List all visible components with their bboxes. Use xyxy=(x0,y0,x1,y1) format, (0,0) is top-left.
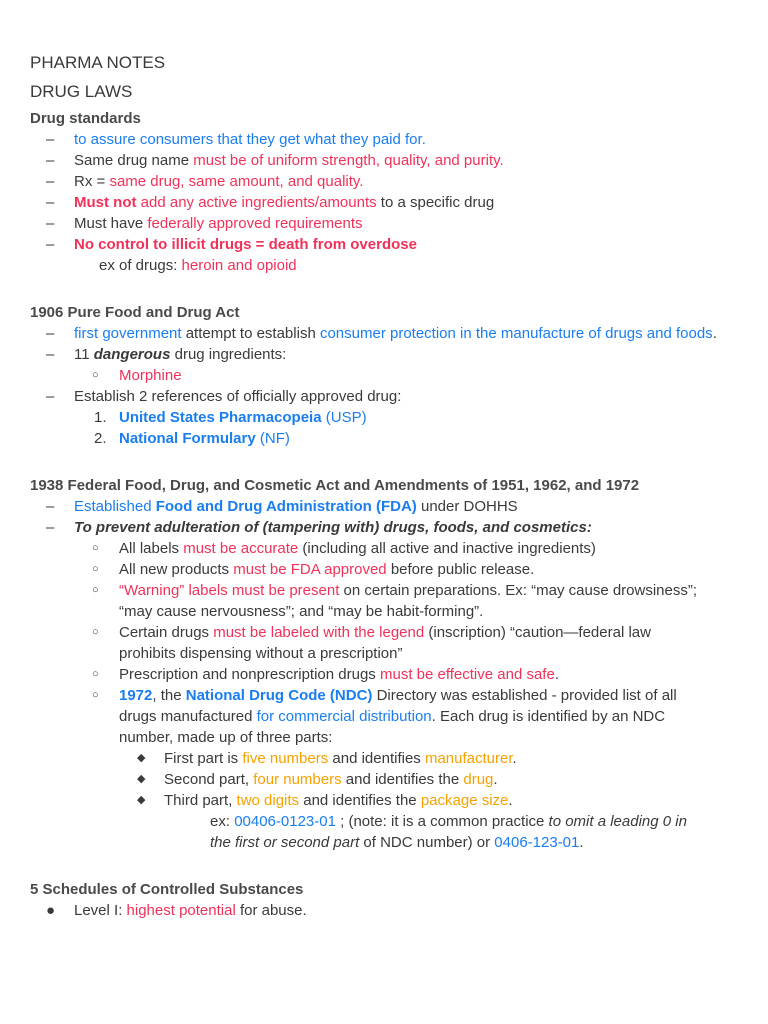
numbered-item xyxy=(30,407,746,428)
item-text: Certain drugs xyxy=(119,624,214,641)
item-text: drugs manufactured xyxy=(119,708,257,725)
item-text: Rx = xyxy=(74,173,110,190)
item-text: Prescription and nonprescription drugs xyxy=(119,666,380,683)
item-text: “may cause nervousness”; and “may be habit-forming”. xyxy=(119,603,484,620)
item-highlight: must be labeled with the legend xyxy=(213,624,425,641)
item-highlight: must be of uniform strength, quality, and purity. xyxy=(193,152,504,169)
item-text: , the xyxy=(152,687,186,704)
item-text: All labels xyxy=(119,540,184,557)
item-emphasis: 1972 xyxy=(119,687,153,704)
item-text: Establish 2 references of officially approved drug: xyxy=(74,388,402,405)
list-item xyxy=(30,323,746,344)
circle-marker: ○ xyxy=(92,626,99,638)
item-text: Third part, xyxy=(164,792,237,809)
item-highlight: Morphine xyxy=(119,367,182,384)
item-text: Level I: xyxy=(74,902,127,919)
item-highlight: five numbers xyxy=(242,750,329,767)
ndc-example xyxy=(30,811,746,853)
circle-marker: ○ xyxy=(92,668,99,680)
ndc-part-item xyxy=(30,769,746,790)
list-item xyxy=(30,900,746,921)
list-item xyxy=(30,386,746,407)
list-item xyxy=(30,234,746,255)
dash-marker: – xyxy=(46,173,55,190)
item-highlight: consumer protection in the manufacture of drugs and foods xyxy=(319,325,713,342)
item-text: All new products xyxy=(119,561,234,578)
dash-marker: – xyxy=(46,498,55,515)
number-marker: 1. xyxy=(94,409,107,426)
sub-list-item xyxy=(30,622,746,664)
item-emphasis: No control to illicit drugs = death from overdose xyxy=(74,236,417,253)
list-item xyxy=(30,213,746,234)
item-text: Must have xyxy=(74,215,148,232)
item-highlight: drug xyxy=(463,771,494,788)
item-highlight: highest potential xyxy=(126,902,236,919)
item-text: Directory was established - provided list of all xyxy=(372,687,677,704)
item-text: . xyxy=(579,834,584,851)
item-text: of NDC number) or xyxy=(359,834,495,851)
example-line xyxy=(30,255,746,276)
item-text: . xyxy=(712,325,717,342)
item-text: and identifies xyxy=(328,750,425,767)
item-text: to a specific drug xyxy=(376,194,495,211)
section-heading-schedules: 5 Schedules of Controlled Substances xyxy=(30,881,304,898)
item-text: for abuse. xyxy=(235,902,307,919)
sub-list-item xyxy=(30,685,746,748)
sub-list-item xyxy=(30,559,746,580)
item-text: number, made up of three parts: xyxy=(119,729,333,746)
sub-list-item xyxy=(30,538,746,559)
item-highlight: package size xyxy=(420,792,509,809)
page-subtitle: DRUG LAWS xyxy=(30,82,133,101)
example-highlight: heroin and opioid xyxy=(181,257,297,274)
diamond-marker: ◆ xyxy=(137,794,146,806)
item-emphasis: Must not xyxy=(74,194,137,211)
item-text: ; (note: it is a common practice xyxy=(335,813,549,830)
item-highlight: two digits xyxy=(236,792,300,809)
item-text: . xyxy=(493,771,498,788)
section-heading-drug-standards: Drug standards xyxy=(30,110,141,127)
item-emphasis: National Formulary xyxy=(119,430,256,447)
document-page xyxy=(30,52,746,921)
dash-marker: – xyxy=(46,346,55,363)
dash-marker: – xyxy=(46,215,55,232)
item-highlight: manufacturer xyxy=(424,750,513,767)
numbered-item xyxy=(30,428,746,449)
dash-marker: – xyxy=(46,194,55,211)
circle-marker: ○ xyxy=(92,542,99,554)
item-text: before public release. xyxy=(386,561,535,578)
dash-marker: – xyxy=(46,325,55,342)
section-heading-1906-act: 1906 Pure Food and Drug Act xyxy=(30,304,240,321)
dash-marker: – xyxy=(46,152,55,169)
list-item xyxy=(30,150,746,171)
sub-list-item xyxy=(30,365,746,386)
list-item xyxy=(30,129,746,150)
item-text: prohibits dispensing without a prescription” xyxy=(119,645,403,662)
item-emphasis: Food and Drug Administration (FDA) xyxy=(155,498,417,515)
number-marker: 2. xyxy=(94,430,107,447)
item-text: attempt to establish xyxy=(181,325,320,342)
dash-marker: – xyxy=(46,519,55,536)
example-label: ex of drugs: xyxy=(99,257,182,274)
item-emphasis: National Drug Code (NDC) xyxy=(185,687,373,704)
circle-marker: ○ xyxy=(92,584,99,596)
dash-marker: – xyxy=(46,131,55,148)
sub-list-item xyxy=(30,664,746,685)
list-item xyxy=(30,517,746,538)
item-emphasis: United States Pharmacopeia xyxy=(119,409,322,426)
item-text: drug ingredients: xyxy=(170,346,287,363)
item-text: Second part, xyxy=(164,771,254,788)
item-text: (inscription) “caution—federal law xyxy=(424,624,651,641)
item-highlight: four numbers xyxy=(253,771,342,788)
item-text: on certain preparations. Ex: “may cause drowsiness”; xyxy=(339,582,698,599)
sub-list-item xyxy=(30,580,746,622)
item-text: Same drug name xyxy=(74,152,194,169)
item-italic: to omit a leading 0 in xyxy=(548,813,687,830)
item-text: . Each drug is identified by an NDC xyxy=(431,708,666,725)
section-heading-1938-act: 1938 Federal Food, Drug, and Cosmetic Act and Amendments of 1951, 1962, and 1972 xyxy=(30,477,640,494)
item-highlight: (USP) xyxy=(321,409,367,426)
circle-marker: ○ xyxy=(92,689,99,701)
ndc-part-item xyxy=(30,790,746,811)
circle-marker: ○ xyxy=(92,369,99,381)
item-text: under DOHHS xyxy=(416,498,518,515)
list-item xyxy=(30,192,746,213)
item-text: First part is xyxy=(164,750,243,767)
item-text: 11 xyxy=(74,346,94,363)
bullet-marker: ● xyxy=(46,902,56,919)
dash-marker: – xyxy=(46,388,55,405)
item-text: and identifies the xyxy=(341,771,464,788)
dash-marker: – xyxy=(46,236,55,253)
item-text: . xyxy=(508,792,513,809)
item-highlight: add any active ingredients/amounts xyxy=(136,194,377,211)
item-text: . xyxy=(512,750,517,767)
item-text: and identifies the xyxy=(299,792,421,809)
item-highlight: Established xyxy=(74,498,156,515)
item-text: . xyxy=(554,666,559,683)
item-highlight: must be effective and safe xyxy=(379,666,555,683)
diamond-marker: ◆ xyxy=(137,773,146,785)
ndc-part-item xyxy=(30,748,746,769)
list-item xyxy=(30,496,746,517)
item-highlight: for commercial distribution xyxy=(256,708,432,725)
item-highlight: must be accurate xyxy=(183,540,299,557)
item-highlight: 0406-123-01 xyxy=(494,834,580,851)
diamond-marker: ◆ xyxy=(137,752,146,764)
list-item xyxy=(30,171,746,192)
item-emphasis: To prevent adulteration of (tampering with) drugs, foods, and cosmetics: xyxy=(74,519,592,536)
item-highlight: 00406-0123-01 xyxy=(234,813,336,830)
item-italic: the first or second part xyxy=(210,834,360,851)
item-emphasis: dangerous xyxy=(93,346,171,363)
item-text: to assure consumers that they get what they paid for. xyxy=(74,131,426,148)
circle-marker: ○ xyxy=(92,563,99,575)
item-highlight: federally approved requirements xyxy=(147,215,363,232)
item-text: (including all active and inactive ingredients) xyxy=(298,540,596,557)
item-highlight: must be FDA approved xyxy=(233,561,387,578)
item-text: ex: xyxy=(210,813,235,830)
item-highlight: “Warning” labels must be present xyxy=(119,582,340,599)
list-item xyxy=(30,344,746,365)
page-title: PHARMA NOTES xyxy=(30,53,166,72)
item-highlight: first government xyxy=(74,325,182,342)
item-highlight: (NF) xyxy=(255,430,290,447)
item-highlight: same drug, same amount, and quality. xyxy=(109,173,364,190)
